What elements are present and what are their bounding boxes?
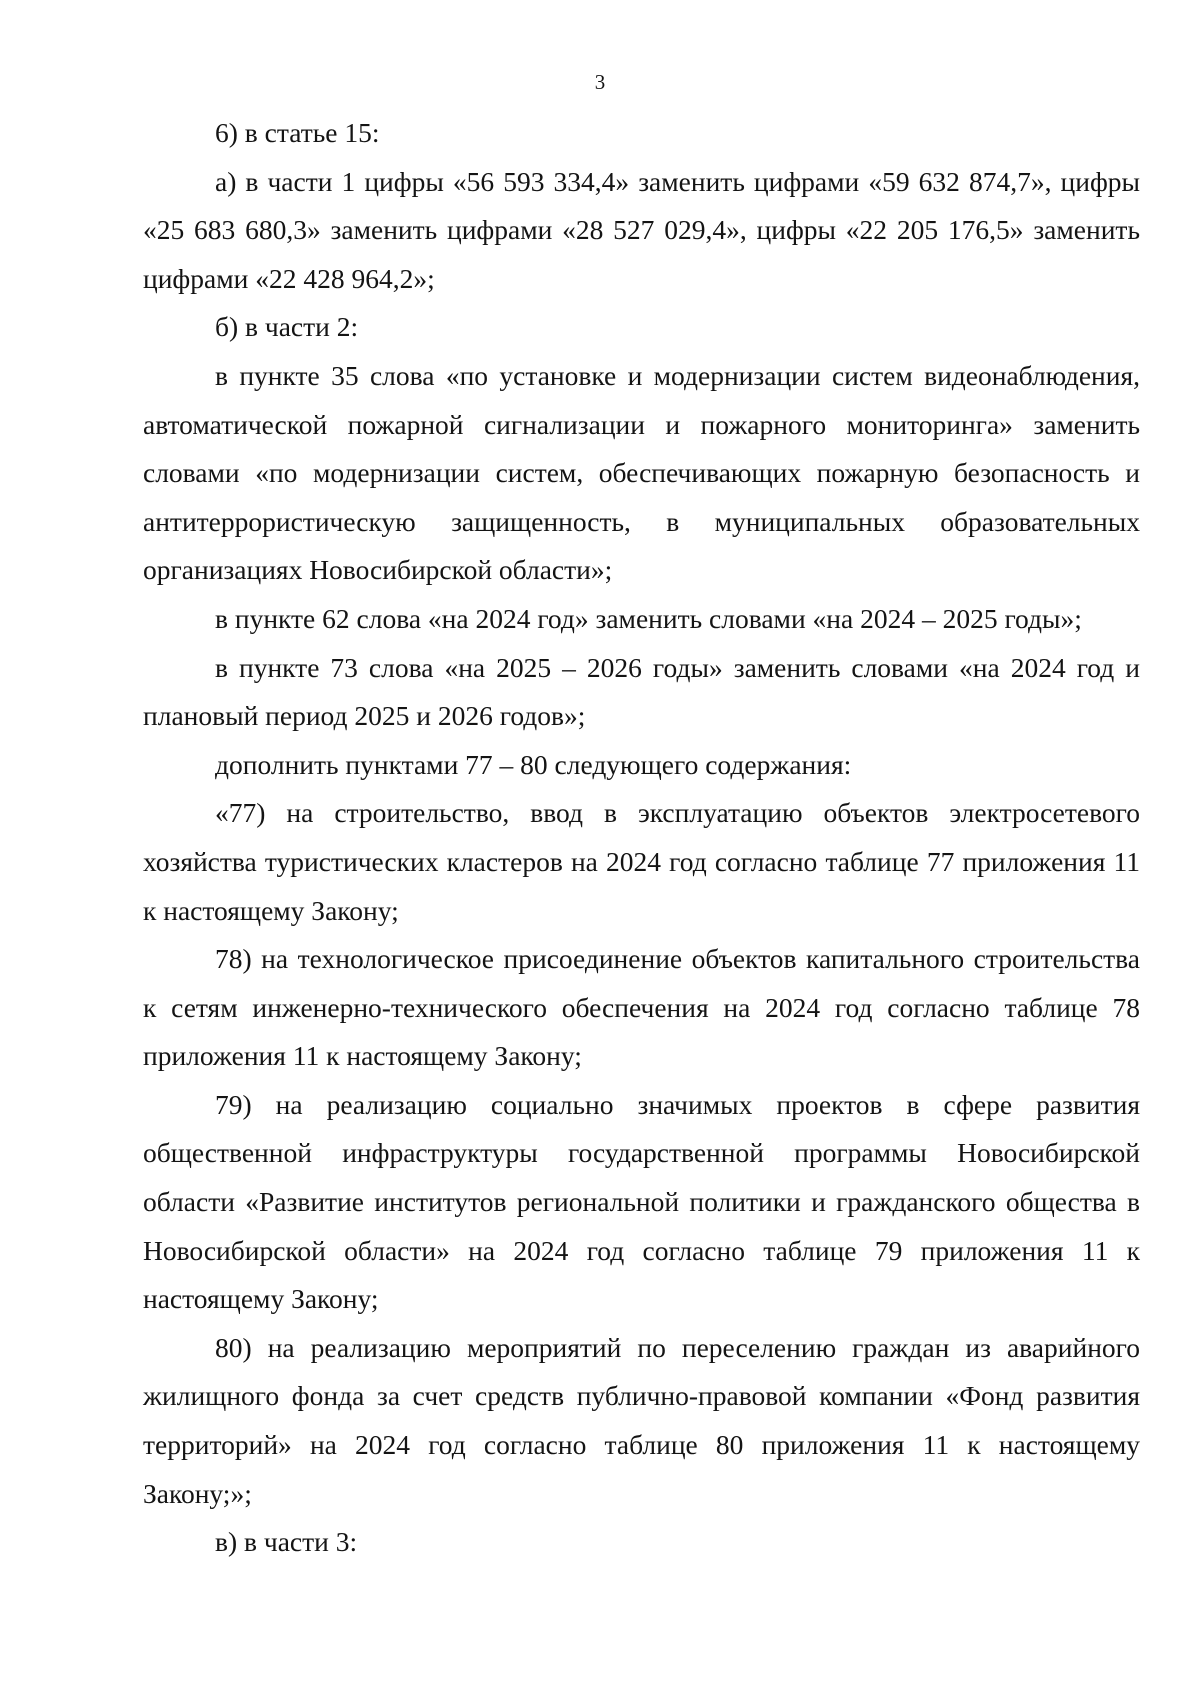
paragraph-point-80: 80) на реализацию мероприятий по переселению граждан из аварийного жилищного фонда за счет средств публично-правовой компании «Фонд развития территорий» на 2024 год согласно таблице 80 приложения 11 к настоящему Закону;»; [143, 1331, 1140, 1509]
paragraph-subitem-v-part-3: в) в части 3: [215, 1526, 358, 1558]
paragraph-point-78: 78) на технологическое присоединение объектов капитального строительства к сетям инженерно-технического обеспечения на 2024 год согласно таблице 78 приложения 11 к настоящему Закону; [143, 943, 1140, 1072]
paragraph-subitem-a-part-1: а) в части 1 цифры «56 593 334,4» заменить цифрами «59 632 874,7», цифры «25 683 680,3» заменить цифрами «28 527 029,4», цифры «22 205 176,5» заменить цифрами «22 428 964,2»; [143, 165, 1140, 294]
paragraph-point-35: в пункте 35 слова «по установке и модернизации систем видеонаблюдения, автоматической пожарной сигнализации и пожарного мониторинга» заменить словами «по модернизации систем, обеспечивающих пожарную безопасность и антитеррористическую защищенность, в муниципальных образовательных организациях Новосибирской области»; [143, 359, 1140, 586]
paragraph-add-points-77-80: дополнить пунктами 77 – 80 следующего содержания: [215, 748, 852, 780]
paragraph-subitem-b-part-2: б) в части 2: [215, 311, 359, 343]
document-body [143, 109, 1140, 1567]
paragraph-point-62: в пункте 62 слова «на 2024 год» заменить словами «на 2024 – 2025 годы»; [215, 602, 1082, 634]
paragraph-point-77: «77) на строительство, ввод в эксплуатацию объектов электросетевого хозяйства туристических кластеров на 2024 год согласно таблице 77 приложения 11 к настоящему Закону; [143, 797, 1140, 926]
page-number: 3 [594, 70, 606, 94]
paragraph-item-6-article-15: 6) в статье 15: [215, 117, 380, 148]
paragraph-point-79: 79) на реализацию социально значимых проектов в сфере развития общественной инфраструктуры государственной программы Новосибирской области «Развитие институтов региональной политики и гражданского общества в Новосибирской области» на 2024 год согласно таблице 79 приложения 11 к настоящему Закону; [143, 1088, 1140, 1315]
paragraph-point-73: в пункте 73 слова «на 2025 – 2026 годы» заменить словами «на 2024 год и плановый период 2025 и 2026 годов»; [143, 651, 1140, 732]
